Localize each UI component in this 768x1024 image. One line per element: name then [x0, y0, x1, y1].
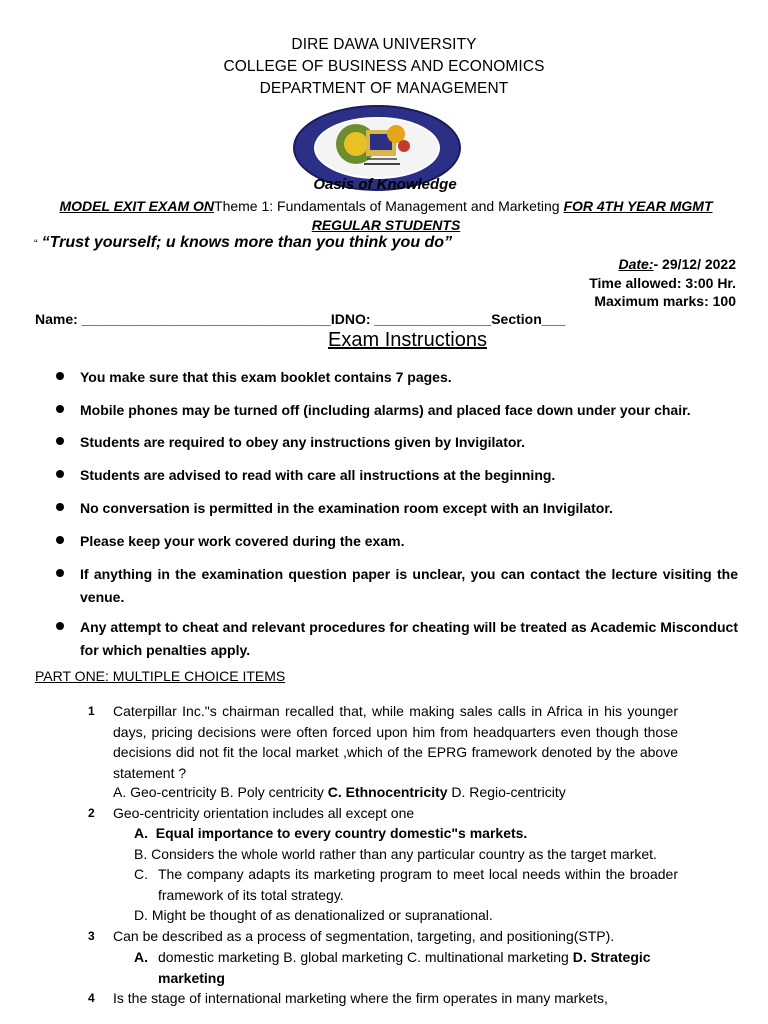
question-number: 4 — [88, 991, 95, 1005]
university-motto: Oasis of Knowledge — [313, 176, 457, 193]
list-item: Any attempt to cheat and relevant procedures for cheating will be treated as Academic Misconduct for which penalties apply. — [56, 616, 738, 662]
list-item: If anything in the examination question paper is unclear, you can contact the lecture visiting the venue. — [56, 563, 738, 609]
question-number: 1 — [88, 704, 95, 718]
exam-title-prefix: MODEL EXIT EXAM ON — [59, 198, 215, 214]
question-number: 2 — [88, 806, 95, 820]
date-value: - 29/12/ 2022 — [653, 256, 736, 272]
university-name: DIRE DAWA UNIVERSITY — [291, 36, 477, 53]
question-options: A. Geo-centricity B. Poly centricity C. Ethnocentricity D. Regio-centricity — [113, 784, 566, 800]
student-info-row — [35, 311, 735, 327]
part-one-heading: PART ONE: MULTIPLE CHOICE ITEMS — [35, 668, 286, 684]
student-info-fields: : ________________________________IDNO: _______________Section___ — [73, 311, 566, 327]
exam-title — [36, 197, 736, 235]
bullet-icon — [56, 405, 64, 413]
time-allowed: Time allowed: 3:00 Hr. — [589, 275, 736, 291]
exam-page: DIRE DAWA UNIVERSITY COLLEGE OF BUSINESS AND ECONOMICS DEPARTMENT OF MANAGEMENT Oasis of Knowledge MODEL EXIT EXAM ONTheme 1: Fundamentals of Management and Marketing FOR 4TH YEAR MGMT REGULAR STUDENTS “ “Trust yourself; u knows more than you think you do” Date:- 29/12/ 2022 Time allowed: 3:00 Hr. Maximum marks: 100 Name: ________________________________IDNO: _______________Section___ Exam Instructions You make sure that this exam booklet contains 7 pages. Mobile phones may be turned off (including alarms) and placed face down under your chair. Students are required to obey any instructions given by Invigilator. Students are advised to read with care all instructions at the beginning. No conversation is permitted in the examination room except with an Invigilator. Please keep your work covered during the exam. If anything in the examination question paper is unclear, you can contact the lecture visiting the venue. Any attempt to cheat and relevant procedures for cheating will be treated as Academic Misconduct for which penalties apply. PART ONE: MULTIPLE CHOICE ITEMS 1 Caterpillar Inc."s chairman recalled that, while making sales calls in Africa in his younger days, pricing decisions were often forced upon him from headquarters even though those decisions did not fit the local market ,which of the EPRG framework denoted by the above statement ? A. Geo-centricity B. Poly centricity C. Ethnocentricity D. Regio-centricity 2 Geo-centricity orientation includes all except one A. Equal importance to every country domestic"s markets. B. Considers the whole world rather than any particular country as the target market. C. The company adapts its marketing program to meet local needs within the broader framework of its total strategy. D. Might be thought of as denationalized or supranational. 3 Can be described as a process of segmentation, targeting, and positioning(STP). A. domestic marketing B. global marketing C. multinational marketing D. Strategic marketing 4 Is the stage of international marketing where the firm operates in many markets, — [0, 0, 768, 1024]
bullet-icon — [56, 372, 64, 380]
list-item: Students are advised to read with care all instructions at the beginning. — [56, 464, 738, 487]
option-d: D. Might be thought of as denationalized or supranational. — [134, 907, 493, 923]
option-b: B. Considers the whole world rather than any particular country as the target market. — [134, 846, 657, 862]
name-label: Name — [35, 311, 74, 327]
list-item: Mobile phones may be turned off (including alarms) and placed face down under your chair. — [56, 399, 738, 422]
question-number: 3 — [88, 929, 95, 943]
quote-text: “Trust yourself; u knows more than you think you do” — [41, 234, 453, 251]
instructions-title: Exam Instructions — [328, 329, 487, 351]
option-a: A. Equal importance to every country domestic"s markets. — [134, 825, 528, 841]
quote-open-mark: “ — [34, 238, 38, 250]
list-item: Please keep your work covered during the exam. — [56, 530, 738, 553]
bullet-icon — [56, 503, 64, 511]
question-text: Caterpillar Inc."s chairman recalled that, while making sales calls in Africa in his younger days, pricing decisions were often forced upon him from headquarters even though those decisions did not fit the local market ,which of the EPRG framework denoted by the above statement ? — [113, 703, 678, 781]
question-text: Geo-centricity orientation includes all except one — [113, 805, 415, 821]
exam-title-theme: Theme 1: Fundamentals of Management and Marketing — [214, 198, 564, 214]
department-name: DEPARTMENT OF MANAGEMENT — [259, 80, 509, 97]
list-item: You make sure that this exam booklet contains 7 pages. — [56, 366, 738, 389]
question-text: Is the stage of international marketing where the firm operates in many markets, — [113, 990, 608, 1006]
motivational-quote — [34, 234, 452, 252]
question-text: Can be described as a process of segmentation, targeting, and positioning(STP). — [113, 928, 615, 944]
bullet-icon — [56, 470, 64, 478]
maximum-marks: Maximum marks: 100 — [594, 293, 736, 309]
bullet-icon — [56, 569, 64, 577]
college-name: COLLEGE OF BUSINESS AND ECONOMICS — [223, 58, 545, 75]
exam-title-audience: FOR 4TH YEAR MGMT REGULAR STUDENTS — [311, 198, 713, 233]
list-item: No conversation is permitted in the examination room except with an Invigilator. — [56, 497, 738, 520]
bullet-icon — [56, 622, 64, 630]
exam-date — [618, 256, 736, 272]
bullet-icon — [56, 437, 64, 445]
bullet-icon — [56, 536, 64, 544]
list-item: Students are required to obey any instructions given by Invigilator. — [56, 431, 738, 454]
instructions-list — [56, 366, 738, 662]
date-label: Date: — [618, 256, 654, 272]
